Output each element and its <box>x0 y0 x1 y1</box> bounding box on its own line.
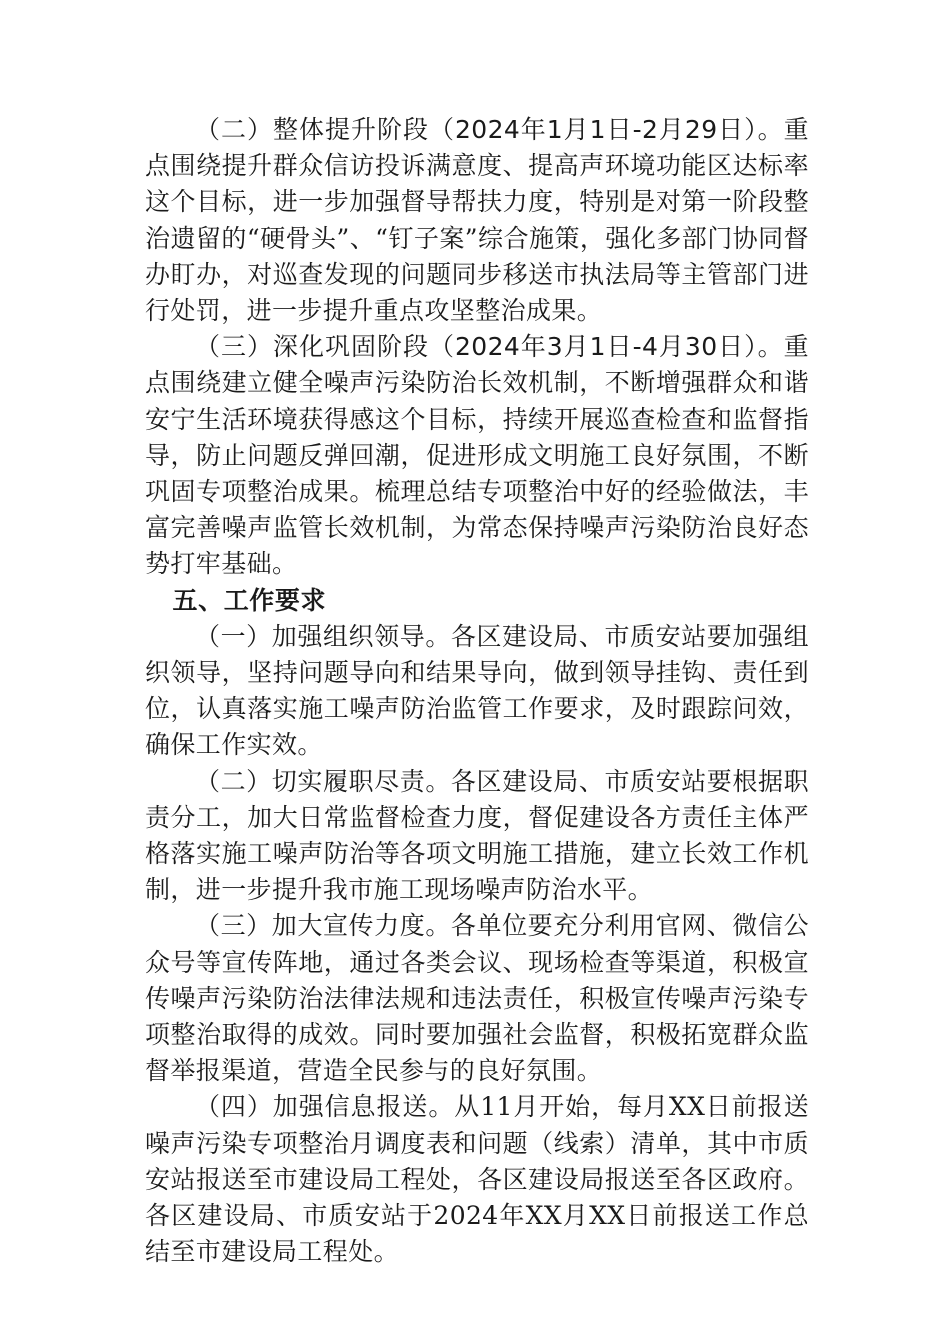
section-heading: 五、工作要求 <box>172 585 327 615</box>
stage-two-lead: （二）整体提升阶段（2024年1月1日-2月29日）。 <box>195 115 784 144</box>
requirement-one-lead: （一）加强组织领导。 <box>195 621 451 651</box>
document-body <box>145 112 809 1271</box>
requirement-three-paragraph <box>145 908 809 1089</box>
requirement-four-text: 从11月开始，每月XX日前报送噪声污染专项整治月调度表和问题（线索）清单，其中市质安站报送至市建设局工程处，各区建设局报送至各区政府。各区建设局、市质安站于2024年XX月XX日前报送工作总结至市建设局工程处。 <box>145 1092 809 1267</box>
requirement-two-lead: （二）切实履职尽责。 <box>195 766 451 796</box>
stage-three-lead: （三）深化巩固阶段（2024年3月1日-4月30日）。 <box>195 332 784 362</box>
requirement-four-lead: （四）加强信息报送。 <box>195 1092 455 1122</box>
stage-three-text: 重点围绕建立健全噪声污染防治长效机制，不断增强群众和谐安宁生活环境获得感这个目标，持续开展巡查检查和监督指导，防止问题反弹回潮，促进形成文明施工良好氛围，不断巩固专项整治成果。梳理总结专项整治中好的经验做法，丰富完善噪声监管长效机制，为常态保持噪声污染防治良好态势打牢基础。 <box>145 332 809 579</box>
requirement-two-paragraph <box>145 764 809 909</box>
stage-two-paragraph <box>145 112 809 329</box>
requirement-one-paragraph <box>145 619 809 764</box>
stage-three-paragraph <box>145 329 809 582</box>
requirement-three-lead: （三）加大宣传力度。 <box>195 911 451 941</box>
requirement-three-text: 各单位要充分利用官网、微信公众号等宣传阵地，通过各类会议、现场检查等渠道，积极宣传噪声污染防治法律法规和违法责任，积极宣传噪声污染专项整治取得的成效。同时要加强社会监督，积极拓宽群众监督举报渠道，营造全民参与的良好氛围。 <box>145 911 809 1086</box>
requirement-two-text: 各区建设局、市质安站要根据职责分工，加大日常监督检查力度，督促建设各方责任主体严格落实施工噪声防治等各项文明施工措施，建立长效工作机制，进一步提升我市施工现场噪声防治水平。 <box>145 766 809 905</box>
requirement-four-paragraph <box>145 1089 809 1270</box>
stage-two-text: 重点围绕提升群众信访投诉满意度、提高声环境功能区达标率这个目标，进一步加强督导帮扶力度，特别是对第一阶段整治遗留的“硬骨头”、“钉子案”综合施策，强化多部门协同督办盯办，对巡查发现的问题同步移送市执法局等主管部门进行处罚，进一步提升重点攻坚整治成果。 <box>145 115 809 326</box>
requirement-one-text: 各区建设局、市质安站要加强组织领导，坚持问题导向和结果导向，做到领导挂钩、责任到位，认真落实施工噪声防治监管工作要求，及时跟踪问效，确保工作实效。 <box>145 621 809 760</box>
